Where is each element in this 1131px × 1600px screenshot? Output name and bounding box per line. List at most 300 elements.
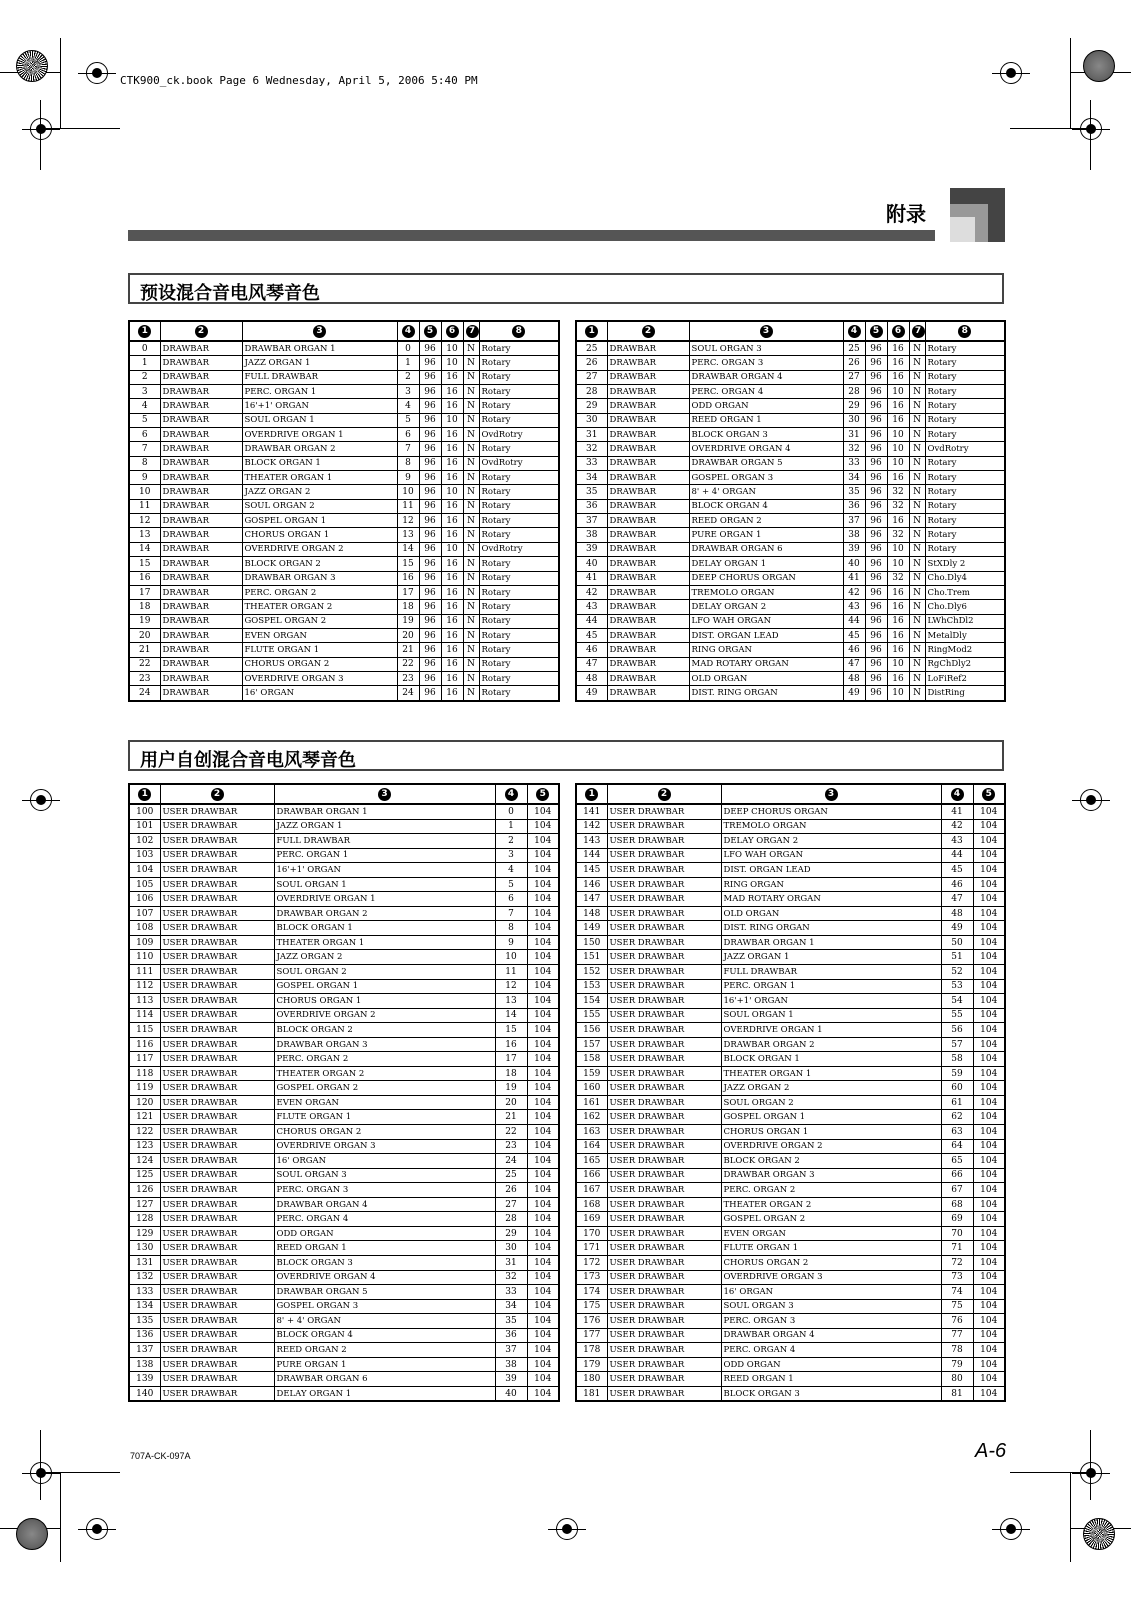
user-table-right	[575, 783, 1006, 1402]
table-cell: 4	[129, 399, 160, 413]
table-cell: 66	[941, 1168, 973, 1183]
table-cell: 38	[843, 528, 865, 542]
table-cell: DRAWBAR	[607, 614, 689, 628]
table-cell: 104	[973, 892, 1005, 907]
table-cell: DRAWBAR	[160, 499, 242, 513]
table-cell: 104	[527, 1037, 559, 1052]
table-cell: DRAWBAR	[607, 514, 689, 528]
table-cell: 49	[941, 921, 973, 936]
table-cell: 62	[941, 1110, 973, 1125]
registration-mark-icon	[30, 118, 52, 140]
registration-starburst-icon	[16, 50, 48, 82]
table-cell: DRAWBAR ORGAN 2	[242, 442, 397, 456]
table-cell: 55	[941, 1008, 973, 1023]
table-cell: 179	[576, 1357, 607, 1372]
table-cell: EVEN ORGAN	[274, 1095, 495, 1110]
table-cell: USER DRAWBAR	[607, 848, 721, 863]
table-cell: 164	[576, 1139, 607, 1154]
table-cell: DRAWBAR ORGAN 3	[242, 571, 397, 585]
table-cell: DEEP CHORUS ORGAN	[721, 804, 941, 819]
table-cell: OVERDRIVE ORGAN 3	[242, 671, 397, 685]
table-cell: N	[463, 528, 479, 542]
table-cell: GOSPEL ORGAN 1	[242, 514, 397, 528]
table-cell: DRAWBAR	[607, 671, 689, 685]
table-cell: 35	[843, 485, 865, 499]
table-cell: 121	[129, 1110, 160, 1125]
registration-mark-icon	[1000, 1518, 1022, 1540]
table-cell: 16	[887, 514, 909, 528]
table-cell: 96	[865, 341, 887, 356]
table-row	[129, 671, 559, 685]
table-cell: 16	[887, 356, 909, 370]
table-cell: 104	[527, 1212, 559, 1227]
table-cell: 16	[441, 686, 463, 701]
table-cell: USER DRAWBAR	[607, 1197, 721, 1212]
table-cell: OLD ORGAN	[689, 671, 843, 685]
table-cell: 104	[973, 1285, 1005, 1300]
corner-tab-graphic	[950, 217, 975, 242]
table-cell: DRAWBAR	[160, 614, 242, 628]
table-cell: BLOCK ORGAN 3	[689, 428, 843, 442]
table-cell: 32	[576, 442, 607, 456]
table-cell: USER DRAWBAR	[607, 1328, 721, 1343]
table-row	[129, 1023, 559, 1038]
table-cell: 104	[129, 863, 160, 878]
table-cell: 104	[973, 979, 1005, 994]
table-cell: ODD ORGAN	[689, 399, 843, 413]
table-cell: PERC. ORGAN 2	[721, 1183, 941, 1198]
table-cell: 114	[129, 1008, 160, 1023]
table-cell: 27	[576, 370, 607, 384]
table-cell: FLUTE ORGAN 1	[274, 1110, 495, 1125]
table-cell: 104	[973, 1241, 1005, 1256]
table-cell: 96	[865, 499, 887, 513]
table-cell: PERC. ORGAN 4	[689, 385, 843, 399]
table-cell: 7	[495, 906, 527, 921]
table-cell: 104	[973, 1110, 1005, 1125]
table-cell: OvdRotry	[479, 542, 559, 556]
table-cell: OVERDRIVE ORGAN 2	[721, 1139, 941, 1154]
table-row	[129, 385, 559, 399]
table-cell: 104	[527, 1255, 559, 1270]
table-cell: 130	[129, 1241, 160, 1256]
table-row	[576, 848, 1005, 863]
table-cell: 1	[129, 356, 160, 370]
table-cell: 146	[576, 877, 607, 892]
table-cell: N	[909, 485, 925, 499]
table-cell: 103	[129, 848, 160, 863]
table-cell: DRAWBAR ORGAN 4	[721, 1328, 941, 1343]
table-cell: OvdRotry	[925, 442, 1005, 456]
table-cell: N	[463, 571, 479, 585]
table-row	[576, 979, 1005, 994]
table-row	[129, 1226, 559, 1241]
table-cell: 16	[129, 571, 160, 585]
table-cell: N	[909, 356, 925, 370]
table-row	[129, 628, 559, 642]
table-cell: USER DRAWBAR	[607, 877, 721, 892]
table-cell: USER DRAWBAR	[607, 834, 721, 849]
table-cell: DRAWBAR	[160, 370, 242, 384]
table-cell: 145	[576, 863, 607, 878]
table-cell: N	[909, 557, 925, 571]
table-cell: DRAWBAR	[160, 428, 242, 442]
table-cell: CHORUS ORGAN 1	[274, 994, 495, 1009]
table-row	[576, 1023, 1005, 1038]
table-cell: DRAWBAR	[160, 528, 242, 542]
table-cell: Rotary	[479, 442, 559, 456]
table-cell: THEATER ORGAN 1	[242, 471, 397, 485]
table-cell: Rotary	[925, 499, 1005, 513]
table-row	[576, 1357, 1005, 1372]
table-row	[129, 341, 559, 356]
table-cell: 25	[576, 341, 607, 356]
table-cell: 168	[576, 1197, 607, 1212]
table-cell: DRAWBAR ORGAN 4	[274, 1197, 495, 1212]
table-cell: USER DRAWBAR	[160, 1197, 274, 1212]
table-cell: 10	[441, 485, 463, 499]
table-cell: 96	[419, 528, 441, 542]
table-cell: DRAWBAR	[607, 456, 689, 470]
table-cell: SOUL ORGAN 1	[274, 877, 495, 892]
table-cell: 154	[576, 994, 607, 1009]
table-cell: GOSPEL ORGAN 1	[274, 979, 495, 994]
table-cell: DRAWBAR	[607, 643, 689, 657]
table-cell: USER DRAWBAR	[160, 877, 274, 892]
table-cell: 56	[941, 1023, 973, 1038]
table-cell: 16	[441, 643, 463, 657]
table-cell: DELAY ORGAN 1	[274, 1386, 495, 1401]
table-cell: 36	[576, 499, 607, 513]
table-cell: GOSPEL ORGAN 2	[242, 614, 397, 628]
table-row	[576, 906, 1005, 921]
table-cell: USER DRAWBAR	[607, 1386, 721, 1401]
table-cell: N	[463, 456, 479, 470]
column-header-row	[576, 321, 1005, 341]
section-title: 用户自创混合音电风琴音色	[140, 750, 356, 771]
table-cell: USER DRAWBAR	[607, 1226, 721, 1241]
table-cell: Rotary	[925, 341, 1005, 356]
table-row	[129, 935, 559, 950]
table-cell: 16' ORGAN	[721, 1285, 941, 1300]
table-cell: DRAWBAR ORGAN 3	[274, 1037, 495, 1052]
table-row	[129, 499, 559, 513]
table-cell: 104	[527, 906, 559, 921]
table-cell: BLOCK ORGAN 1	[242, 456, 397, 470]
table-row	[129, 600, 559, 614]
table-cell: 104	[973, 1314, 1005, 1329]
table-cell: Rotary	[479, 628, 559, 642]
table-cell: 104	[527, 1183, 559, 1198]
table-cell: 9	[495, 935, 527, 950]
table-cell: USER DRAWBAR	[607, 935, 721, 950]
table-cell: 16	[887, 370, 909, 384]
table-cell: DRAWBAR	[160, 356, 242, 370]
table-cell: 43	[941, 834, 973, 849]
table-cell: 106	[129, 892, 160, 907]
table-cell: 104	[527, 1052, 559, 1067]
table-cell: 3	[495, 848, 527, 863]
table-cell: REED ORGAN 2	[689, 514, 843, 528]
table-cell: USER DRAWBAR	[607, 1270, 721, 1285]
table-cell: 176	[576, 1314, 607, 1329]
table-cell: Rotary	[479, 686, 559, 701]
table-cell: DIST. RING ORGAN	[689, 686, 843, 701]
table-cell: N	[909, 413, 925, 427]
table-cell: 104	[973, 1212, 1005, 1227]
table-cell: 46	[576, 643, 607, 657]
table-cell: DRAWBAR	[160, 442, 242, 456]
table-cell: N	[909, 528, 925, 542]
table-cell: DRAWBAR	[607, 385, 689, 399]
table-cell: 72	[941, 1255, 973, 1270]
table-cell: 104	[527, 1008, 559, 1023]
table-row	[576, 877, 1005, 892]
table-cell: 140	[129, 1386, 160, 1401]
table-cell: DRAWBAR ORGAN 5	[689, 456, 843, 470]
table-cell: 9	[397, 471, 419, 485]
table-cell: Rotary	[925, 456, 1005, 470]
table-cell: 104	[973, 1023, 1005, 1038]
registration-starburst-icon	[16, 1518, 48, 1550]
table-cell: 13	[495, 994, 527, 1009]
table-cell: Rotary	[925, 356, 1005, 370]
column-number-marker: 2	[658, 788, 671, 801]
table-cell: JAZZ ORGAN 2	[274, 950, 495, 965]
table-cell: 177	[576, 1328, 607, 1343]
column-number-marker: 3	[760, 325, 773, 338]
table-cell: BLOCK ORGAN 3	[721, 1386, 941, 1401]
table-cell: DRAWBAR ORGAN 6	[274, 1372, 495, 1387]
table-cell: 39	[495, 1372, 527, 1387]
table-cell: N	[909, 471, 925, 485]
table-cell: OLD ORGAN	[721, 906, 941, 921]
table-row	[129, 921, 559, 936]
table-cell: 16	[887, 614, 909, 628]
table-cell: 18	[397, 600, 419, 614]
table-cell: THEATER ORGAN 2	[721, 1197, 941, 1212]
table-cell: 104	[973, 950, 1005, 965]
table-cell: OVERDRIVE ORGAN 3	[274, 1139, 495, 1154]
table-cell: DELAY ORGAN 2	[689, 600, 843, 614]
table-cell: 10	[887, 456, 909, 470]
table-cell: 96	[419, 628, 441, 642]
table-row	[129, 1183, 559, 1198]
table-cell: 96	[419, 442, 441, 456]
table-cell: DRAWBAR	[160, 385, 242, 399]
table-cell: DistRing	[925, 686, 1005, 701]
table-cell: 74	[941, 1285, 973, 1300]
table-cell: N	[909, 341, 925, 356]
table-row	[576, 442, 1005, 456]
table-cell: N	[463, 471, 479, 485]
table-row	[129, 686, 559, 701]
table-cell: 17	[397, 585, 419, 599]
table-cell: 104	[527, 804, 559, 819]
table-cell: DRAWBAR ORGAN 1	[242, 341, 397, 356]
table-cell: 31	[576, 428, 607, 442]
table-cell: 104	[527, 892, 559, 907]
table-cell: 15	[129, 557, 160, 571]
table-row	[129, 877, 559, 892]
table-cell: 28	[576, 385, 607, 399]
table-row	[576, 1008, 1005, 1023]
table-cell: USER DRAWBAR	[160, 1270, 274, 1285]
table-cell: 104	[973, 994, 1005, 1009]
table-row	[576, 585, 1005, 599]
table-row	[576, 1212, 1005, 1227]
table-cell: 96	[865, 571, 887, 585]
table-cell: 96	[865, 628, 887, 642]
table-cell: 0	[397, 341, 419, 356]
table-cell: PERC. ORGAN 2	[242, 585, 397, 599]
table-cell: USER DRAWBAR	[607, 1285, 721, 1300]
table-cell: 131	[129, 1255, 160, 1270]
column-number-marker: 8	[512, 325, 525, 338]
table-cell: 96	[419, 600, 441, 614]
table-cell: 49	[843, 686, 865, 701]
table-cell: JAZZ ORGAN 1	[274, 819, 495, 834]
table-cell: BLOCK ORGAN 1	[274, 921, 495, 936]
table-row	[129, 370, 559, 384]
table-row	[576, 1270, 1005, 1285]
table-cell: 96	[419, 671, 441, 685]
table-cell: DRAWBAR	[160, 686, 242, 701]
table-cell: Rotary	[479, 671, 559, 685]
table-cell: 7	[129, 442, 160, 456]
table-cell: 39	[576, 542, 607, 556]
table-cell: 96	[419, 614, 441, 628]
table-cell: OVERDRIVE ORGAN 2	[274, 1008, 495, 1023]
section-title: 预设混合音电风琴音色	[140, 283, 320, 304]
table-cell: 118	[129, 1066, 160, 1081]
table-cell: 107	[129, 906, 160, 921]
table-cell: 104	[973, 906, 1005, 921]
table-cell: 156	[576, 1023, 607, 1038]
table-cell: N	[909, 456, 925, 470]
table-row	[576, 1372, 1005, 1387]
table-cell: 16	[887, 471, 909, 485]
table-cell: USER DRAWBAR	[160, 1343, 274, 1358]
table-cell: 34	[576, 471, 607, 485]
table-row	[576, 341, 1005, 356]
table-cell: GOSPEL ORGAN 3	[274, 1299, 495, 1314]
table-cell: 41	[941, 804, 973, 819]
table-cell: 11	[129, 499, 160, 513]
table-cell: 10	[887, 557, 909, 571]
table-cell: BLOCK ORGAN 2	[274, 1023, 495, 1038]
table-cell: 143	[576, 834, 607, 849]
table-cell: 104	[973, 1343, 1005, 1358]
table-row	[129, 819, 559, 834]
table-cell: N	[909, 399, 925, 413]
table-cell: 96	[419, 657, 441, 671]
table-row	[576, 1066, 1005, 1081]
table-cell: 172	[576, 1255, 607, 1270]
table-row	[129, 804, 559, 819]
table-cell: 44	[576, 614, 607, 628]
table-cell: 104	[527, 1241, 559, 1256]
table-cell: 96	[419, 557, 441, 571]
table-cell: PERC. ORGAN 1	[721, 979, 941, 994]
table-cell: 104	[973, 819, 1005, 834]
table-cell: FLUTE ORGAN 1	[721, 1241, 941, 1256]
table-cell: SOUL ORGAN 3	[689, 341, 843, 356]
table-cell: FLUTE ORGAN 1	[242, 643, 397, 657]
table-cell: 152	[576, 965, 607, 980]
table-cell: JAZZ ORGAN 1	[242, 356, 397, 370]
table-cell: PURE ORGAN 1	[274, 1357, 495, 1372]
table-row	[576, 1110, 1005, 1125]
table-cell: 96	[419, 471, 441, 485]
table-cell: DRAWBAR	[607, 356, 689, 370]
table-cell: Rotary	[479, 571, 559, 585]
table-cell: 147	[576, 892, 607, 907]
table-cell: GOSPEL ORGAN 3	[689, 471, 843, 485]
table-row	[129, 1125, 559, 1140]
table-cell: 4	[495, 863, 527, 878]
table-cell: 96	[419, 499, 441, 513]
table-row	[576, 643, 1005, 657]
column-number-marker: 1	[585, 788, 598, 801]
table-row	[129, 585, 559, 599]
table-cell: 58	[941, 1052, 973, 1067]
table-cell: USER DRAWBAR	[160, 965, 274, 980]
table-cell: 45	[843, 628, 865, 642]
table-cell: 96	[419, 643, 441, 657]
table-cell: 27	[843, 370, 865, 384]
table-cell: 104	[973, 1183, 1005, 1198]
table-cell: 16	[441, 471, 463, 485]
table-cell: 32	[495, 1270, 527, 1285]
table-row	[576, 413, 1005, 427]
table-cell: 116	[129, 1037, 160, 1052]
table-cell: 1	[495, 819, 527, 834]
table-cell: GOSPEL ORGAN 1	[721, 1110, 941, 1125]
table-cell: 96	[865, 456, 887, 470]
table-cell: RgChDly2	[925, 657, 1005, 671]
table-cell: N	[463, 442, 479, 456]
table-cell: 37	[576, 514, 607, 528]
table-cell: 68	[941, 1197, 973, 1212]
table-cell: 16	[495, 1037, 527, 1052]
table-cell: MetalDly	[925, 628, 1005, 642]
table-row	[576, 686, 1005, 701]
table-cell: 104	[527, 1328, 559, 1343]
table-cell: 96	[865, 514, 887, 528]
table-cell: USER DRAWBAR	[160, 1299, 274, 1314]
table-cell: 161	[576, 1095, 607, 1110]
table-cell: 29	[843, 399, 865, 413]
table-cell: USER DRAWBAR	[160, 1110, 274, 1125]
table-cell: DRAWBAR	[607, 585, 689, 599]
table-cell: 44	[941, 848, 973, 863]
table-cell: 104	[527, 848, 559, 863]
table-cell: SOUL ORGAN 3	[721, 1299, 941, 1314]
table-cell: 104	[527, 1285, 559, 1300]
table-cell: 69	[941, 1212, 973, 1227]
table-cell: 108	[129, 921, 160, 936]
table-cell: BLOCK ORGAN 1	[721, 1052, 941, 1067]
table-cell: 133	[129, 1285, 160, 1300]
table-row	[576, 1037, 1005, 1052]
table-cell: 181	[576, 1386, 607, 1401]
table-cell: DRAWBAR ORGAN 6	[689, 542, 843, 556]
table-cell: 29	[576, 399, 607, 413]
table-row	[129, 994, 559, 1009]
preset-table-right	[575, 320, 1006, 702]
table-cell: DELAY ORGAN 2	[721, 834, 941, 849]
